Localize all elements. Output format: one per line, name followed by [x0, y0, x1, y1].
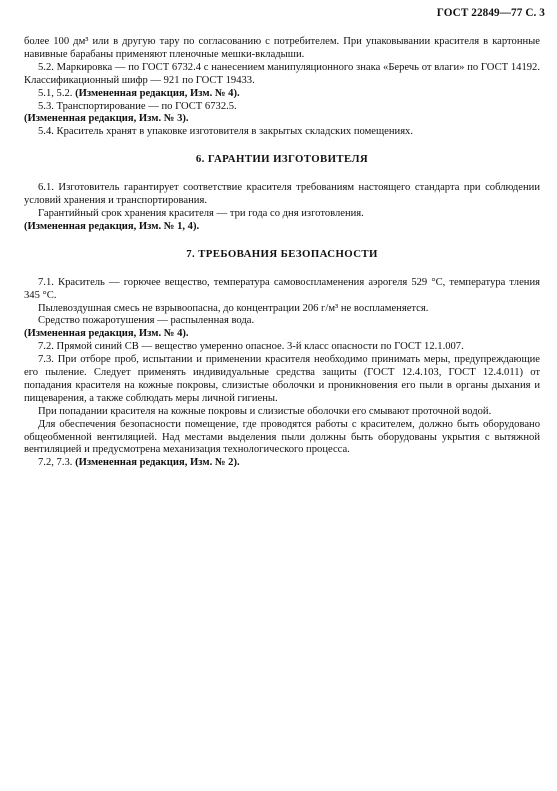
- paragraph-7-1: 7.1. Краситель — горючее вещество, температура самовоспламенения аэрогеля 529 °С, температура тления 345 °С.: [24, 276, 540, 301]
- amendment-note-5-3: (Измененная редакция, Изм. № 3).: [24, 113, 189, 125]
- paragraph-5-1-cont: более 100 дм³ или в другую тару по согласованию с потребителем. При упаковывании красителя в картонные навивные барабаны применяют пленочные мешки-вкладыши.: [24, 36, 540, 60]
- amendment-note-6: (Измененная редакция, Изм. № 1, 4).: [24, 220, 200, 232]
- page-header: ГОСТ 22849—77 С. 3: [436, 7, 545, 19]
- paragraph-6-warranty: Гарантийный срок хранения красителя — три года со дня изготовления.: [38, 207, 364, 219]
- paragraph-7-1-dust: Пылевоздушная смесь не взрывоопасна, до концентрации 206 г/м³ не воспламеняется.: [38, 302, 429, 314]
- amendment-note-5-1-5-2: [24, 88, 540, 101]
- document-body: [24, 36, 540, 470]
- section-7-title: 7. ТРЕБОВАНИЯ БЕЗОПАСНОСТИ: [186, 247, 378, 260]
- amendment-note-7-1: (Измененная редакция, Изм. № 4).: [24, 328, 189, 340]
- paragraph-5-3: 5.3. Транспортирование — по ГОСТ 6732.5.: [38, 100, 237, 112]
- paragraph-7-3: 7.3. При отборе проб, испытании и применении красителя необходимо принимать меры, предупреждающие его пыление. Следует применять индивидуальные средства защиты (ГОСТ 12.4.103, ГОСТ 12.4.011) от попадания красителя на кожные покровы, слизистые оболочки и проникновения его пыли в органы дыхания и пищеварения, а также соблюдать меры личной гигиены.: [24, 354, 540, 404]
- paragraph-5-2: 5.2. Маркировка — по ГОСТ 6732.4 с нанесением манипуляционного знака «Беречь от влаги» по ГОСТ 14192. Классификационный шифр — 921 по ГОСТ 19433.: [24, 61, 540, 86]
- amendment-text: (Измененная редакция, Изм. № 2).: [75, 457, 240, 469]
- paragraph-7-3-ventilation: Для обеспечения безопасности помещение, где проводятся работы с красителем, должно быть оборудовано общеобменной вентиляцией. Над местами выделения пыли должны быть оборудованы укрытия с вытяжной вентиляцией и предусмотрена механизация технологического процесса.: [24, 418, 540, 456]
- paragraph-7-2: 7.2. Прямой синий СВ — вещество умеренно опасное. 3-й класс опасности по ГОСТ 12.1.007.: [38, 341, 464, 353]
- amendment-ref: 5.1, 5.2.: [38, 87, 73, 99]
- paragraph-7-3-skin: При попадании красителя на кожные покровы и слизистые оболочки его смывают проточной водой.: [38, 405, 492, 417]
- amendment-text: (Измененная редакция, Изм. № 4).: [75, 87, 240, 99]
- amendment-note-7-2-7-3: [24, 457, 540, 470]
- paragraph-6-1: 6.1. Изготовитель гарантирует соответствие красителя требованиям настоящего стандарта при соблюдении условий хранения и транспортирования.: [24, 182, 540, 207]
- amendment-ref: 7.2, 7.3.: [38, 457, 73, 469]
- paragraph-7-1-fire: Средство пожаротушения — распыленная вода.: [38, 315, 255, 327]
- paragraph-5-4: 5.4. Краситель хранят в упаковке изготовителя в закрытых складских помещениях.: [38, 126, 414, 138]
- section-6-title: 6. ГАРАНТИИ ИЗГОТОВИТЕЛЯ: [195, 153, 369, 166]
